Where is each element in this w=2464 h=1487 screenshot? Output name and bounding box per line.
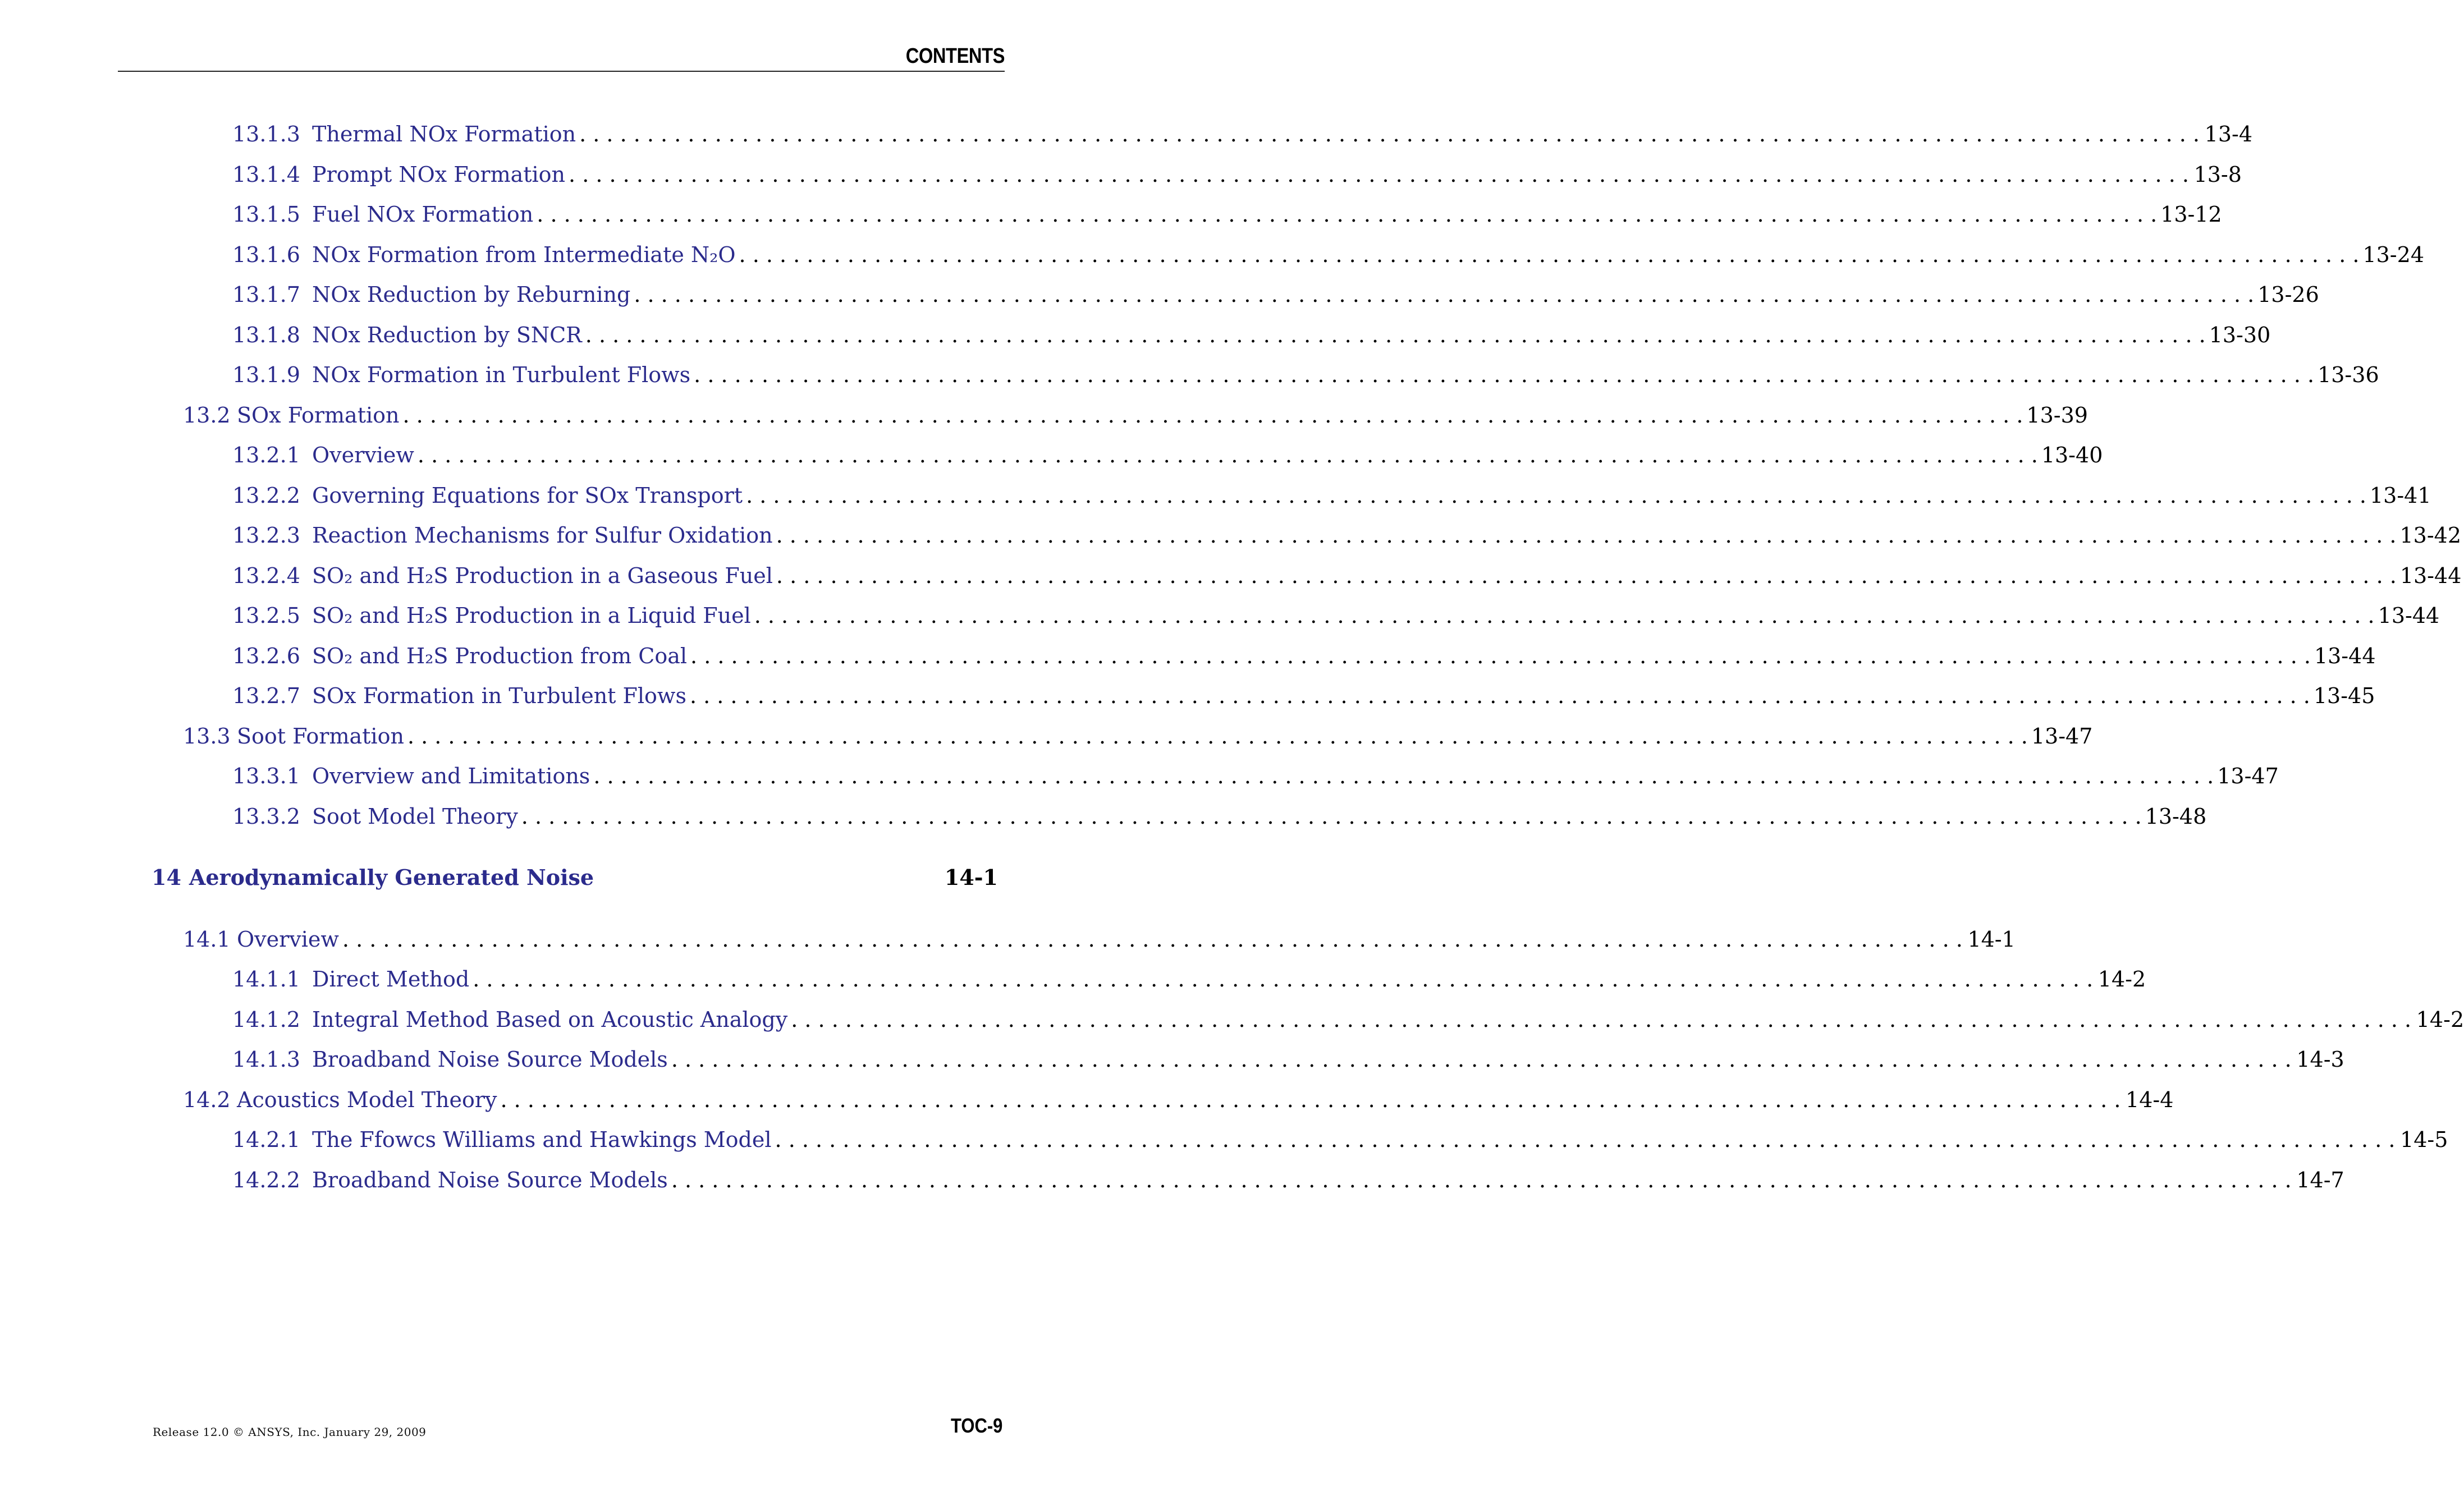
toc-subsection-entry[interactable] (232, 1045, 2344, 1073)
toc-dot-leader: . . . . . . . . . . . . . . . . . . . . . . . . . . . . . . . . . . . . . . . . . . . . . . . . . . . . . . . . . . . . . . . . . . . . . . . . . . . . . . . . . . . . . . . . . . . . . . . . . . . . . . . . . . . . . . . . . . . . . . . . (739, 242, 2360, 267)
toc-entry-page: 13-4 (2204, 122, 2253, 146)
toc-dot-leader: . . . . . . . . . . . . . . . . . . . . . . . . . . . . . . . . . . . . . . . . . . . . . . . . . . . . . . . . . . . . . . . . . . . . . . . . . . . . . . . . . . . . . . . . . . . . . . . . . . . . . . . . . . . . . . . . . . . . . . . . (754, 603, 2375, 628)
toc-entry-title: Soot Formation (237, 723, 404, 749)
toc-entry-number: 13.2.2 (232, 483, 300, 508)
toc-entry-title: Aerodynamically Generated Noise (189, 865, 594, 890)
toc-entry-page: 13-42 (2399, 523, 2462, 548)
toc-subsection-entry[interactable] (232, 1126, 2448, 1154)
footer-release: Release 12.0 © ANSYS, Inc. January 29, 2009 (153, 1425, 427, 1439)
toc-entry-number: 13.2.5 (232, 603, 300, 628)
toc-entry-number: 13.1.3 (232, 122, 300, 146)
toc-section-entry[interactable] (183, 1086, 2174, 1114)
toc-section-entry[interactable] (183, 401, 2088, 429)
toc-subsection-entry[interactable] (232, 965, 2146, 993)
toc-dot-leader: . . . . . . . . . . . . . . . . . . . . . . . . . . . . . . . . . . . . . . . . . . . . . . . . . . . . . . . . . . . . . . . . . . . . . . . . . . . . . . . . . . . . . . . . . . . . . . . . . . . . . . . . . . . . . . . . . . . . . . . . (776, 523, 2397, 548)
toc-dot-leader: . . . . . . . . . . . . . . . . . . . . . . . . . . . . . . . . . . . . . . . . . . . . . . . . . . . . . . . . . . . . . . . . . . . . . . . . . . . . . . . . . . . . . . . . . . . . . . . . . . . . . . . . . . . . . . . . . . . . . . . . (694, 362, 2315, 387)
toc-entry-title: SO₂ and H₂S Production in a Liquid Fuel (312, 603, 751, 628)
toc-entry-title: Reaction Mechanisms for Sulfur Oxidation (312, 523, 773, 548)
toc-entry-page: 13-40 (2041, 443, 2103, 467)
toc-entry-number: 13.2.4 (232, 563, 300, 588)
toc-entry-number: 13.3 (183, 723, 231, 749)
toc-entry-title: SOx Formation in Turbulent Flows (312, 683, 686, 708)
toc-section-entry[interactable] (183, 925, 2016, 953)
toc-entry-title: Overview and Limitations (312, 764, 590, 788)
toc-entry-title: The Ffowcs Williams and Hawkings Model (312, 1127, 772, 1152)
toc-dot-leader: . . . . . . . . . . . . . . . . . . . . . . . . . . . . . . . . . . . . . . . . . . . . . . . . . . . . . . . . . . . . . . . . . . . . . . . . . . . . . . . . . . . . . . . . . . . . . . . . . . . . . . . . . . . . . . . . . . . . . . . . (690, 643, 2311, 668)
toc-entry-title: Fuel NOx Formation (312, 202, 534, 227)
toc-entry-page: 14-1 (944, 865, 998, 890)
toc-entry-title: Soot Model Theory (312, 804, 518, 829)
toc-entry-number: 13.2.1 (232, 443, 300, 467)
toc-entry-title: Integral Method Based on Acoustic Analogy (312, 1007, 788, 1032)
toc-dot-leader: . . . . . . . . . . . . . . . . . . . . . . . . . . . . . . . . . . . . . . . . . . . . . . . . . . . . . . . . . . . . . . . . . . . . . . . . . . . . . . . . . . . . . . . . . . . . . . . . . . . . . . . . . . . . . . . . . . . . . . . . (521, 804, 2142, 829)
toc-entry-number: 14.2.1 (232, 1127, 300, 1152)
toc-entry-page: 13-12 (2160, 202, 2222, 227)
toc-entry-title: NOx Reduction by SNCR (312, 322, 582, 347)
toc-entry-page: 13-47 (2031, 723, 2093, 749)
toc-entry-number: 13.1.4 (232, 162, 300, 187)
toc-entry-number: 14.1.3 (232, 1047, 300, 1072)
toc-entry-title: Acoustics Model Theory (237, 1087, 497, 1112)
toc-dot-leader: . . . . . . . . . . . . . . . . . . . . . . . . . . . . . . . . . . . . . . . . . . . . . . . . . . . . . . . . . . . . . . . . . . . . . . . . . . . . . . . . . . . . . . . . . . . . . . . . . . . . . . . . . . . . . . . . . . . . . . . . (342, 926, 1963, 952)
toc-entry-title: NOx Formation in Turbulent Flows (312, 362, 691, 387)
toc-entry-page: 14-2 (2416, 1007, 2464, 1032)
toc-entry-number: 13.1.5 (232, 202, 300, 227)
toc-entry-number: 13.2.3 (232, 523, 300, 548)
toc-entry-title: Overview (312, 443, 414, 467)
toc-entry-title: Direct Method (312, 967, 470, 992)
header-title: CONTENTS (905, 44, 1005, 68)
toc-entry-page: 13-24 (2362, 242, 2424, 267)
toc-entry-page: 13-36 (2318, 362, 2379, 387)
toc-dot-leader: . . . . . . . . . . . . . . . . . . . . . . . . . . . . . . . . . . . . . . . . . . . . . . . . . . . . . . . . . . . . . . . . . . . . . . . . . . . . . . . . . . . . . . . . . . . . . . . . . . . . . . . . . . . . . . . . . . . . . . . . (634, 282, 2255, 307)
toc-entry-number: 13.1.9 (232, 362, 300, 387)
toc-entry-page: 14-7 (2296, 1167, 2344, 1192)
toc-subsection-entry[interactable] (232, 602, 2440, 630)
toc-subsection-entry[interactable] (232, 1006, 2464, 1034)
toc-entry-page: 13-39 (2026, 402, 2088, 428)
toc-dot-leader: . . . . . . . . . . . . . . . . . . . . . . . . . . . . . . . . . . . . . . . . . . . . . . . . . . . . . . . . . . . . . . . . . . . . . . . . . . . . . . . . . . . . . . . . . . . . . . . . . . . . . . . . . . . . . . . . . . . . . . . . (402, 402, 2023, 428)
toc-entry-number: 14.1 (183, 926, 231, 952)
toc-subsection-entry[interactable] (232, 521, 2462, 549)
toc-entry-number: 14.2 (183, 1087, 231, 1112)
toc-entry-page: 14-1 (1967, 926, 2016, 952)
toc-subsection-entry[interactable] (232, 321, 2271, 349)
toc-entry-title: Governing Equations for SOx Transport (312, 483, 743, 508)
toc-entry-number: 14.1.2 (232, 1007, 300, 1032)
toc-entry-page: 13-44 (2314, 643, 2376, 668)
toc-dot-leader: . . . . . . . . . . . . . . . . . . . . . . . . . . . . . . . . . . . . . . . . . . . . . . . . . . . . . . . . . . . . . . . . . . . . . . . . . . . . . . . . . . . . . . . . . . . . . . . . . . . . . . . . . . . . . . . . . . . . . . . . (569, 162, 2189, 187)
toc-dot-leader: . . . . . . . . . . . . . . . . . . . . . . . . . . . . . . . . . . . . . . . . . . . . . . . . . . . . . . . . . . . . . . . . . . . . . . . . . . . . . . . . . . . . . . . . . . . . . . . . . . . . . . . . . . . . . . . . . . . . . . . . (407, 723, 2028, 749)
toc-entry-page: 14-5 (2400, 1127, 2448, 1152)
toc-entry-title: NOx Formation from Intermediate N₂O (312, 242, 736, 267)
toc-subsection-entry[interactable] (232, 241, 2424, 269)
toc-subsection-entry[interactable] (232, 682, 2375, 710)
toc-entry-page: 13-45 (2313, 683, 2375, 708)
toc-dot-leader: . . . . . . . . . . . . . . . . . . . . . . . . . . . . . . . . . . . . . . . . . . . . . . . . . . . . . . . . . . . . . . . . . . . . . . . . . . . . . . . . . . . . . . . . . . . . . . . . . . . . . . . . . . . . . . . . . . . . . . . . (671, 1047, 2292, 1072)
toc-entry-number: 14 (152, 865, 181, 890)
toc-entry-page: 13-30 (2209, 322, 2271, 347)
toc-subsection-entry[interactable] (232, 361, 2379, 389)
toc-dot-leader: . . . . . . . . . . . . . . . . . . . . . . . . . . . . . . . . . . . . . . . . . . . . . . . . . . . . . . . . . . . . . . . . . . . . . . . . . . . . . . . . . . . . . . . . . . . . . . . . . . . . . . . . . . . . . . . . . . . . . . . . (671, 1167, 2292, 1192)
toc-subsection-entry[interactable] (232, 642, 2376, 670)
toc-entry-title: SOx Formation (237, 402, 400, 428)
toc-dot-leader: . . . . . . . . . . . . . . . . . . . . . . . . . . . . . . . . . . . . . . . . . . . . . . . . . . . . . . . . . . . . . . . . . . . . . . . . . . . . . . . . . . . . . . . . . . . . . . . . . . . . . . . . . . . . . . . . . . . . . . . . (776, 563, 2397, 588)
toc-subsection-entry[interactable] (232, 481, 2431, 510)
toc-entry-title: SO₂ and H₂S Production in a Gaseous Fuel (312, 563, 773, 588)
toc-entry-page: 13-26 (2257, 282, 2319, 307)
toc-section-entry[interactable] (183, 722, 2093, 750)
toc-dot-leader: . . . . . . . . . . . . . . . . . . . . . . . . . . . . . . . . . . . . . . . . . . . . . . . . . . . . . . . . . . . . . . . . . . . . . . . . . . . . . . . . . . . . . . . . . . . . . . . . . . . . . . . . . . . . . . . . . . . . . . . . (537, 202, 2158, 227)
toc-entry-number: 13.1.7 (232, 282, 300, 307)
toc-dot-leader: . . . . . . . . . . . . . . . . . . . . . . . . . . . . . . . . . . . . . . . . . . . . . . . . . . . . . . . . . . . . . . . . . . . . . . . . . . . . . . . . . . . . . . . . . . . . . . . . . . . . . . . . . . . . . . . . . . . . . . . . (746, 483, 2366, 508)
toc-subsection-entry[interactable] (232, 1166, 2344, 1194)
toc-entry-page: 14-3 (2296, 1047, 2344, 1072)
toc-dot-leader: . . . . . . . . . . . . . . . . . . . . . . . . . . . . . . . . . . . . . . . . . . . . . . . . . . . . . . . . . . . . . . . . . . . . . . . . . . . . . . . . . . . . . . . . . . . . . . . . . . . . . . . . . . . . . . . . . . . . . . . . (500, 1087, 2121, 1112)
toc-entry-page: 13-48 (2145, 804, 2207, 829)
toc-dot-leader: . . . . . . . . . . . . . . . . . . . . . . . . . . . . . . . . . . . . . . . . . . . . . . . . . . . . . . . . . . . . . . . . . . . . . . . . . . . . . . . . . . . . . . . . . . . . . . . . . . . . . . . . . . . . . . . . . . . . . . . . (593, 764, 2214, 788)
toc-entry-page: 14-2 (2097, 967, 2146, 992)
toc-subsection-entry[interactable] (232, 160, 2242, 189)
toc-entry-page: 13-8 (2193, 162, 2242, 187)
toc-entry-number: 14.2.2 (232, 1167, 300, 1192)
toc-subsection-entry[interactable] (232, 562, 2462, 590)
toc-entry-page: 13-44 (2399, 563, 2462, 588)
toc-entry-title: Prompt NOx Formation (312, 162, 566, 187)
toc-entry-number: 13.3.2 (232, 804, 300, 829)
toc-entry-page: 13-44 (2378, 603, 2440, 628)
toc-dot-leader: . . . . . . . . . . . . . . . . . . . . . . . . . . . . . . . . . . . . . . . . . . . . . . . . . . . . . . . . . . . . . . . . . . . . . . . . . . . . . . . . . . . . . . . . . . . . . . . . . . . . . . . . . . . . . . . . . . . . . . . . (417, 443, 2038, 467)
toc-entry-number: 13.2.6 (232, 643, 300, 668)
toc-dot-leader: . . . . . . . . . . . . . . . . . . . . . . . . . . . . . . . . . . . . . . . . . . . . . . . . . . . . . . . . . . . . . . . . . . . . . . . . . . . . . . . . . . . . . . . . . . . . . . . . . . . . . . . . . . . . . . . . . . . . . . . . (791, 1007, 2412, 1032)
toc-dot-leader: . . . . . . . . . . . . . . . . . . . . . . . . . . . . . . . . . . . . . . . . . . . . . . . . . . . . . . . . . . . . . . . . . . . . . . . . . . . . . . . . . . . . . . . . . . . . . . . . . . . . . . . . . . . . . . . . . . . . . . . . (689, 683, 2310, 708)
toc-dot-leader: . . . . . . . . . . . . . . . . . . . . . . . . . . . . . . . . . . . . . . . . . . . . . . . . . . . . . . . . . . . . . . . . . . . . . . . . . . . . . . . . . . . . . . . . . . . . . . . . . . . . . . . . . . . . . . . . . . . . . . . . (585, 322, 2206, 347)
toc-entry-title: NOx Reduction by Reburning (312, 282, 631, 307)
toc-entry-title: Thermal NOx Formation (312, 122, 576, 146)
toc-entry-page: 13-47 (2217, 764, 2279, 788)
toc-entry-page: 13-41 (2369, 483, 2431, 508)
toc-subsection-entry[interactable] (232, 441, 2103, 469)
toc-dot-leader: . . . . . . . . . . . . . . . . . . . . . . . . . . . . . . . . . . . . . . . . . . . . . . . . . . . . . . . . . . . . . . . . . . . . . . . . . . . . . . . . . . . . . . . . . . . . . . . . . . . . . . . . . . . . . . . . . . . . . . . . (579, 122, 2200, 146)
toc-entry-number: 14.1.1 (232, 967, 300, 992)
toc-dot-leader: . . . . . . . . . . . . . . . . . . . . . . . . . . . . . . . . . . . . . . . . . . . . . . . . . . . . . . . . . . . . . . . . . . . . . . . . . . . . . . . . . . . . . . . . . . . . . . . . . . . . . . . . . . . . . . . . . . . . . . . . (473, 967, 2094, 992)
toc-entry-title: SO₂ and H₂S Production from Coal (312, 643, 688, 668)
toc-entry-number: 13.2 (183, 402, 231, 428)
toc-entry-title: Overview (237, 926, 339, 952)
toc-subsection-entry[interactable] (232, 281, 2319, 309)
toc-dot-leader: . . . . . . . . . . . . . . . . . . . . . . . . . . . . . . . . . . . . . . . . . . . . . . . . . . . . . . . . . . . . . . . . . . . . . . . . . . . . . . . . . . . . . . . . . . . . . . . . . . . . . . . . . . . . . . . . . . . . . . . . (775, 1127, 2396, 1152)
footer-page-label: TOC-9 (950, 1414, 1002, 1437)
toc-subsection-entry[interactable] (232, 802, 2207, 830)
toc-entry-title: Broadband Noise Source Models (312, 1047, 668, 1072)
toc-subsection-entry[interactable] (232, 762, 2279, 790)
toc-subsection-entry[interactable] (232, 120, 2253, 148)
toc-entry-number: 13.1.8 (232, 322, 300, 347)
toc-chapter-entry[interactable] (152, 864, 998, 892)
toc-entry-title: Broadband Noise Source Models (312, 1167, 668, 1192)
toc-subsection-entry[interactable] (232, 200, 2222, 228)
toc-entry-page: 14-4 (2126, 1087, 2174, 1112)
toc-entry-number: 13.2.7 (232, 683, 300, 708)
toc-entry-number: 13.1.6 (232, 242, 300, 267)
toc-entry-number: 13.3.1 (232, 764, 300, 788)
